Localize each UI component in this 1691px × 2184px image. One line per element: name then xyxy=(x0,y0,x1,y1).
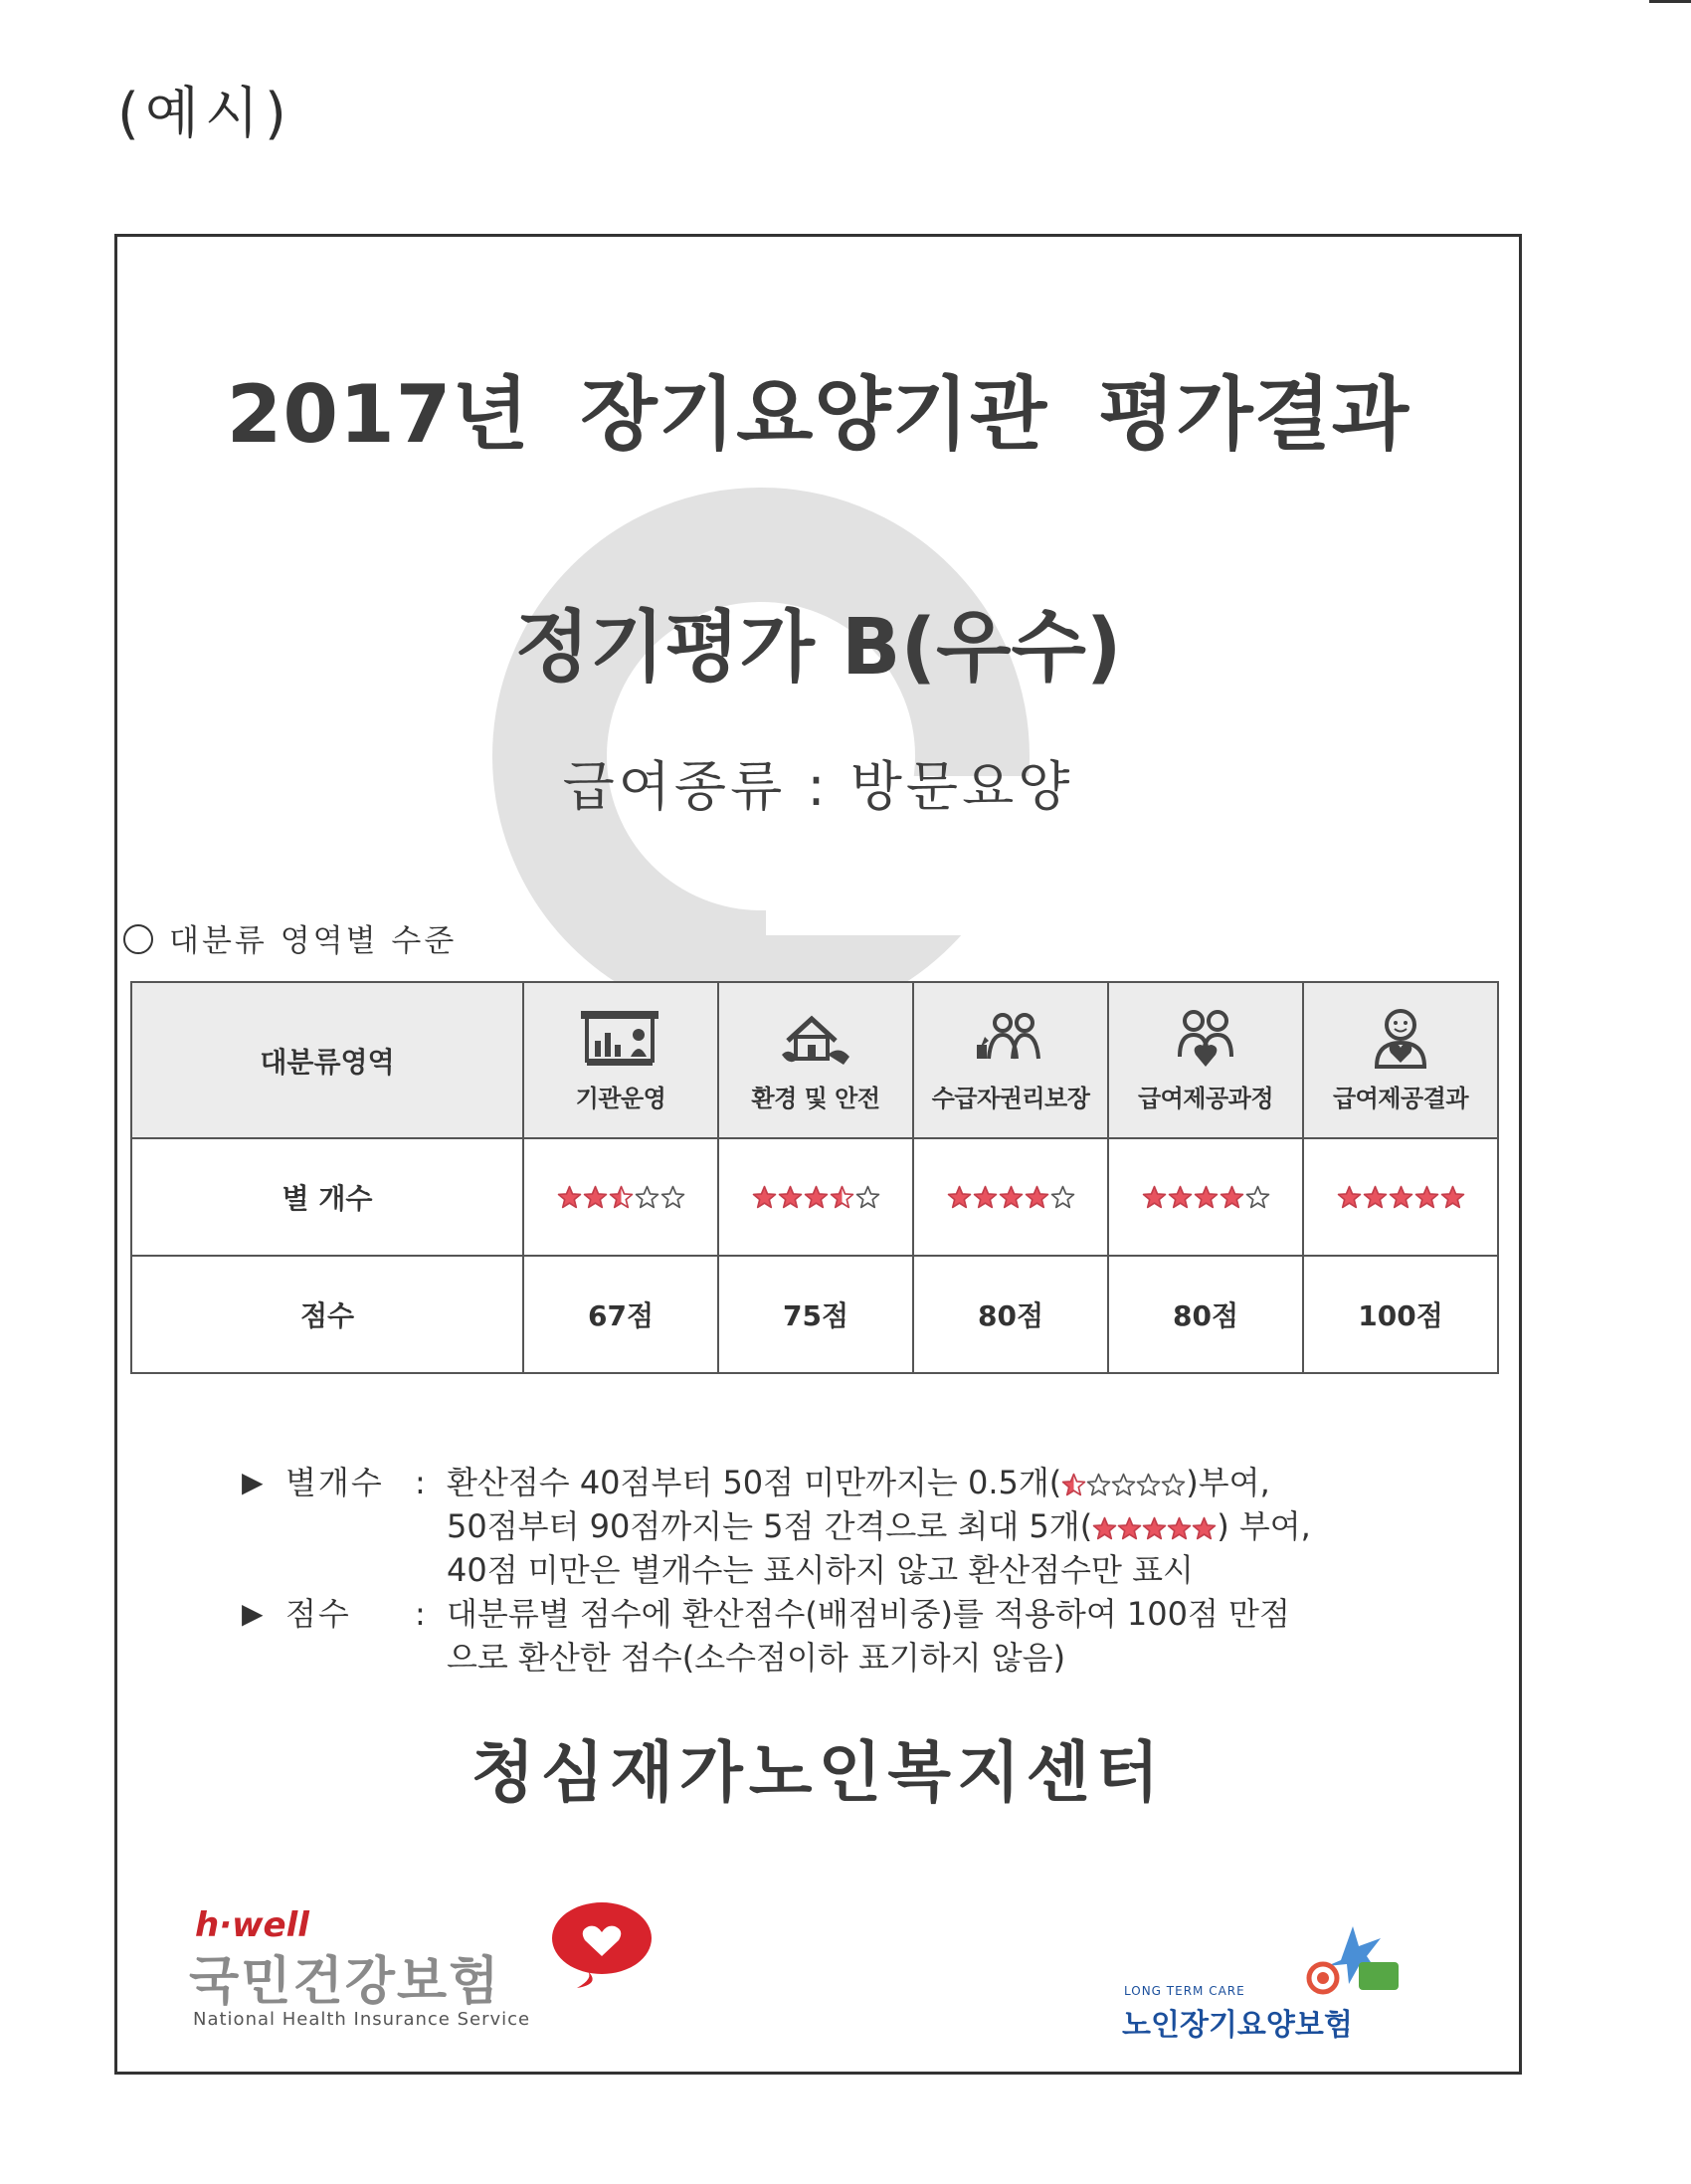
star-full-icon xyxy=(1192,1516,1217,1541)
star-full-icon xyxy=(973,1185,998,1210)
stars-cell xyxy=(718,1138,913,1256)
row-label-stars: 별 개수 xyxy=(131,1138,523,1256)
star-empty-icon xyxy=(1111,1473,1136,1497)
star-full-icon xyxy=(557,1185,582,1210)
category-label: 수급자권리보장 xyxy=(931,1085,1090,1112)
benefit-type: 급여종류 : 방문요양 xyxy=(562,755,1074,818)
category-cell xyxy=(1303,982,1498,1138)
legend-text-part: 환산점수 40점부터 50점 미만까지는 0.5개( xyxy=(447,1464,1062,1501)
stars-cell xyxy=(523,1138,718,1256)
star-half-icon xyxy=(830,1185,854,1210)
star-empty-icon xyxy=(1086,1473,1111,1497)
ltc-name: 노인장기요양보험 xyxy=(1122,2008,1353,2043)
star-full-icon xyxy=(1142,1516,1167,1541)
score-value: 100점 xyxy=(1303,1256,1498,1373)
evaluation-table xyxy=(130,981,1499,1374)
star-full-icon xyxy=(1092,1516,1117,1541)
star-full-icon xyxy=(778,1185,803,1210)
legend-text xyxy=(447,1461,1505,1504)
star-full-icon xyxy=(1337,1185,1362,1210)
star-full-icon xyxy=(1440,1185,1465,1210)
row-label-category: 대분류영역 xyxy=(131,982,523,1138)
score-value: 75점 xyxy=(718,1256,913,1373)
legend-text-part: )부여, xyxy=(1186,1464,1270,1501)
person-heart-icon xyxy=(1353,1007,1448,1073)
star-rating xyxy=(1109,1185,1302,1210)
evaluation-grade: 정기평가 B(우수) xyxy=(514,603,1122,693)
nhis-english: National Health Insurance Service xyxy=(193,2009,531,2030)
example-half-star-rating xyxy=(1061,1473,1186,1497)
ltc-mark-icon xyxy=(1301,1920,1410,2000)
legend-row-continued xyxy=(242,1636,1505,1680)
star-empty-icon xyxy=(1050,1185,1075,1210)
nhis-name: 국민건강보험 xyxy=(189,1952,501,2012)
star-empty-icon xyxy=(1136,1473,1161,1497)
category-label: 급여제공결과 xyxy=(1332,1085,1469,1112)
star-rating xyxy=(719,1185,912,1210)
ltc-english: LONG TERM CARE xyxy=(1124,1984,1245,1998)
star-full-icon xyxy=(1117,1516,1142,1541)
star-full-icon xyxy=(804,1185,829,1210)
legend-notes xyxy=(242,1461,1505,1680)
legend-text: 대분류별 점수에 환산점수(배점비중)를 적용하여 100점 만점 xyxy=(447,1595,1290,1633)
category-cell xyxy=(523,982,718,1138)
star-half-icon xyxy=(1061,1473,1086,1497)
row-label-score: 점수 xyxy=(131,1256,523,1373)
category-cell xyxy=(913,982,1108,1138)
star-empty-icon xyxy=(855,1185,880,1210)
couple-heart-icon xyxy=(1158,1007,1253,1073)
table-row-stars xyxy=(131,1138,1498,1256)
stars-cell xyxy=(1108,1138,1303,1256)
circle-bullet-icon xyxy=(123,924,153,954)
legend-term: 점수 xyxy=(285,1595,351,1633)
score-value: 80점 xyxy=(913,1256,1108,1373)
triangle-right-icon: ▶ xyxy=(242,1466,264,1498)
star-empty-icon xyxy=(660,1185,685,1210)
star-full-icon xyxy=(999,1185,1024,1210)
scan-corner-mark xyxy=(1649,0,1691,3)
heart-logo-icon xyxy=(547,1900,657,1990)
score-value: 80점 xyxy=(1108,1256,1303,1373)
legend-text: 40점 미만은 별개수는 표시하지 않고 환산점수만 표시 xyxy=(447,1551,1194,1589)
star-full-icon xyxy=(1389,1185,1413,1210)
star-full-icon xyxy=(1220,1185,1244,1210)
score-value: 67점 xyxy=(523,1256,718,1373)
star-empty-icon xyxy=(1161,1473,1186,1497)
nhis-brand: h·well xyxy=(195,1905,309,1945)
table-row-scores xyxy=(131,1256,1498,1373)
people-rights-icon xyxy=(963,1007,1058,1073)
legend-row-score: ▶ 점수 : 대분류별 점수에 환산점수(배점비중)를 적용하여 100점 만점 xyxy=(242,1592,1505,1636)
category-label: 급여제공과정 xyxy=(1137,1085,1274,1112)
star-full-icon xyxy=(1168,1185,1193,1210)
house-hand-icon xyxy=(768,1007,863,1073)
certificate-title: 2017년 장기요양기관 평가결과 xyxy=(226,368,1410,461)
triangle-right-icon: ▶ xyxy=(242,1597,264,1630)
star-full-icon xyxy=(947,1185,972,1210)
category-cell xyxy=(718,982,913,1138)
example-label: (예시) xyxy=(117,82,292,146)
nhis-logo xyxy=(189,1905,686,2045)
star-full-icon xyxy=(752,1185,777,1210)
section-heading-text: 대분류 영역별 수준 xyxy=(169,923,458,959)
legend-text: 으로 환산한 점수(소수점이하 표기하지 않음) xyxy=(447,1639,1066,1677)
legend-term: 별개수 xyxy=(285,1464,384,1501)
legend-row-continued xyxy=(242,1548,1505,1592)
star-full-icon xyxy=(1414,1185,1439,1210)
ltc-insurance-logo xyxy=(1122,1920,1420,2043)
table-row-categories xyxy=(131,982,1498,1138)
section-heading xyxy=(123,915,457,960)
legend-text-part: 50점부터 90점까지는 5점 간격으로 최대 5개( xyxy=(447,1507,1093,1545)
star-empty-icon xyxy=(635,1185,659,1210)
stars-cell xyxy=(1303,1138,1498,1256)
star-half-icon xyxy=(609,1185,634,1210)
star-full-icon xyxy=(1363,1185,1388,1210)
star-rating xyxy=(1304,1185,1497,1210)
category-cell xyxy=(1108,982,1303,1138)
star-rating xyxy=(914,1185,1107,1210)
facility-name: 청심재가노인복지센터 xyxy=(470,1734,1166,1811)
legend-text-part: ) 부여, xyxy=(1217,1507,1311,1545)
star-full-icon xyxy=(1167,1516,1192,1541)
stars-cell xyxy=(913,1138,1108,1256)
star-full-icon xyxy=(1142,1185,1167,1210)
legend-row-stars: ▶ 별개수 : 환산점수 40점부터 50점 미만까지는 0.5개( )부여, xyxy=(242,1461,1505,1504)
star-rating xyxy=(524,1185,717,1210)
category-label: 환경 및 안전 xyxy=(751,1085,880,1112)
legend-row-continued xyxy=(242,1504,1505,1548)
star-full-icon xyxy=(1025,1185,1049,1210)
star-full-icon xyxy=(583,1185,608,1210)
star-full-icon xyxy=(1194,1185,1219,1210)
example-full-star-rating xyxy=(1092,1516,1217,1541)
star-empty-icon xyxy=(1245,1185,1270,1210)
building-chart-icon xyxy=(573,1007,668,1073)
category-label: 기관운영 xyxy=(575,1085,666,1112)
